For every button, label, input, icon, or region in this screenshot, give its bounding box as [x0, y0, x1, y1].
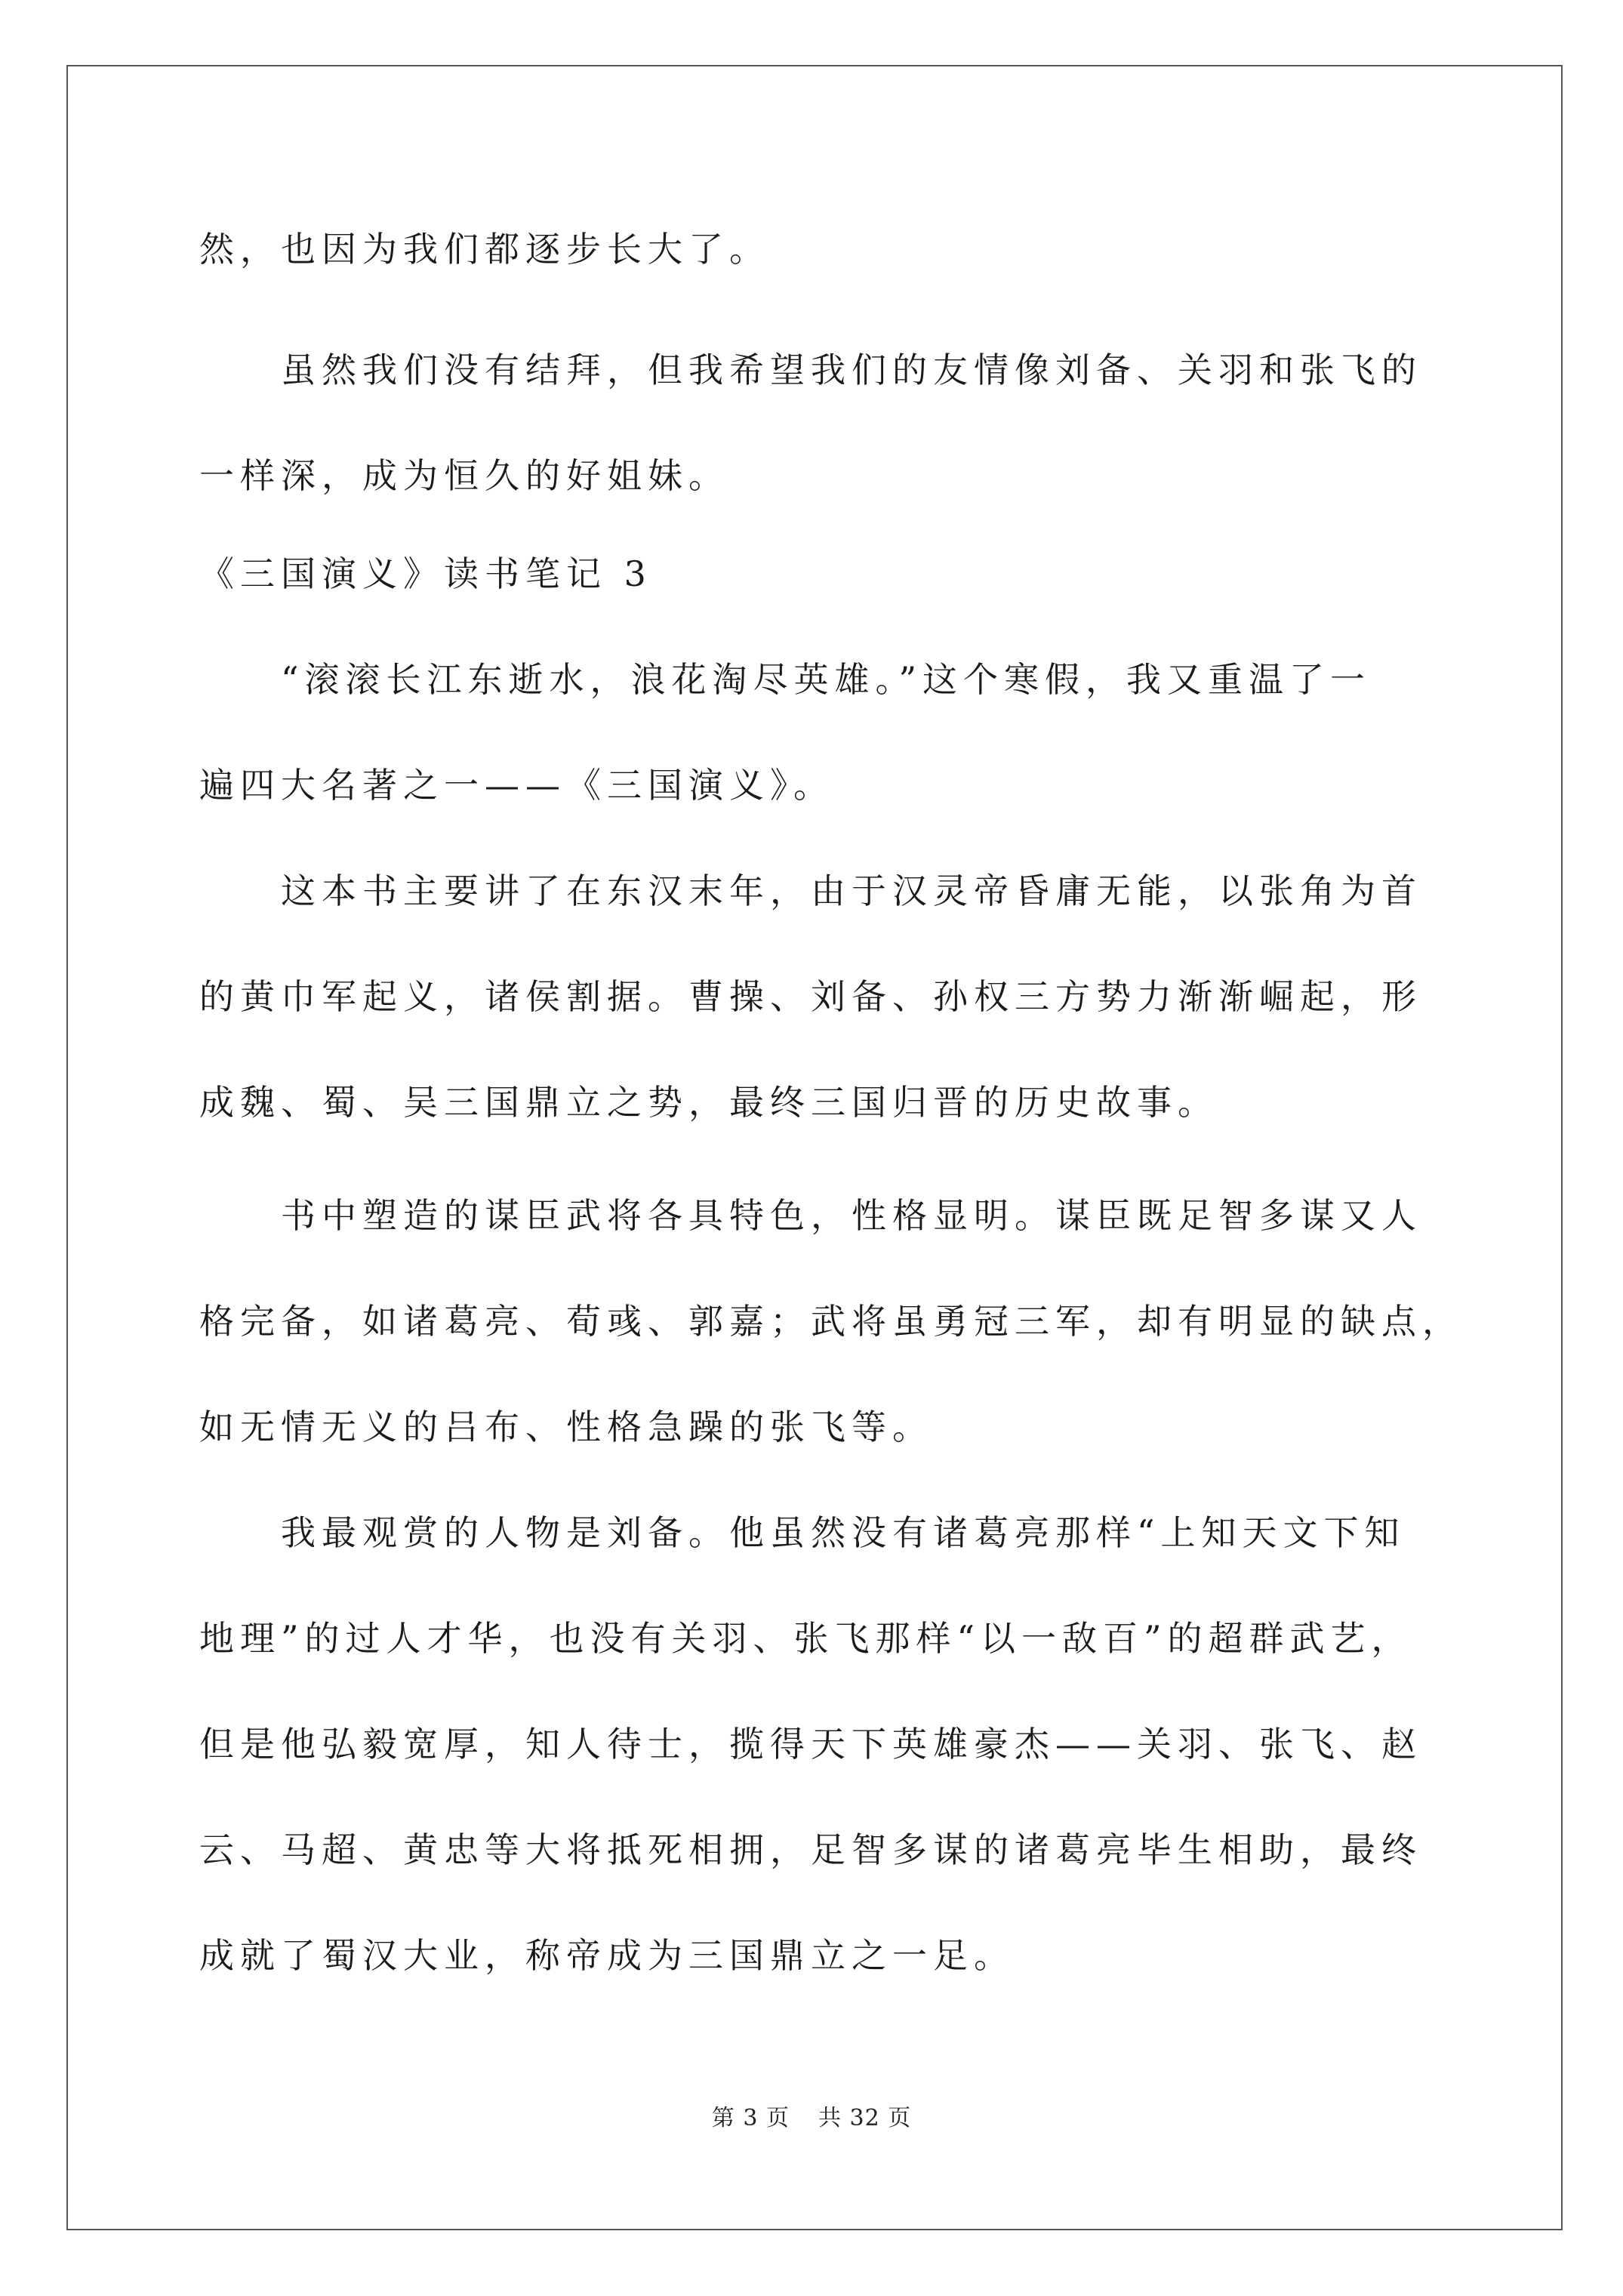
page-total: 共 32 页 — [818, 2105, 912, 2131]
text-line: 成魏、蜀、吴三国鼎立之势，最终三国归晋的历史故事。 — [199, 1082, 1218, 1123]
text-line: 云、马超、黄忠等大将抵死相拥，足智多谋的诸葛亮毕生相助，最终 — [199, 1829, 1422, 1870]
text-line: 如无情无义的吕布、性格急躁的张飞等。 — [199, 1407, 933, 1447]
text-line: 格完备，如诸葛亮、荀彧、郭嘉；武将虽勇冠三军，却有明显的缺点， — [199, 1301, 1463, 1342]
page-footer — [0, 2103, 1623, 2134]
text-line: 但是他弘毅宽厚，知人待士，揽得天下英雄豪杰——关羽、张飞、赵 — [199, 1724, 1422, 1764]
text-line: 书中塑造的谋臣武将各具特色，性格显明。谋臣既足智多谋又人 — [199, 1195, 1422, 1236]
text-line: 一样深，成为恒久的好姐妹。 — [199, 455, 729, 496]
text-line: 虽然我们没有结拜，但我希望我们的友情像刘备、关羽和张飞的 — [199, 350, 1422, 390]
text-line: 遍四大名著之一——《三国演义》。 — [199, 765, 834, 806]
text-line: 这本书主要讲了在东汉末年，由于汉灵帝昏庸无能，以张角为首 — [199, 871, 1422, 911]
page-number: 第 3 页 — [711, 2105, 790, 2131]
section-heading: 《三国演义》读书笔记 3 — [199, 553, 652, 594]
text-line: 我最观赏的人物是刘备。他虽然没有诸葛亮那样“上知天文下知 — [199, 1512, 1406, 1553]
text-line: 然，也因为我们都逐步长大了。 — [199, 229, 770, 270]
text-line: “滚滚长江东逝水，浪花淘尽英雄。”这个寒假，我又重温了一 — [199, 659, 1372, 700]
text-line: 成就了蜀汉大业，称帝成为三国鼎立之一足。 — [199, 1935, 1015, 1976]
text-line: 地理”的过人才华，也没有关羽、张飞那样“以一敌百”的超群武艺， — [199, 1618, 1412, 1659]
text-line: 的黄巾军起义，诸侯割据。曹操、刘备、孙权三方势力渐渐崛起，形 — [199, 976, 1422, 1017]
